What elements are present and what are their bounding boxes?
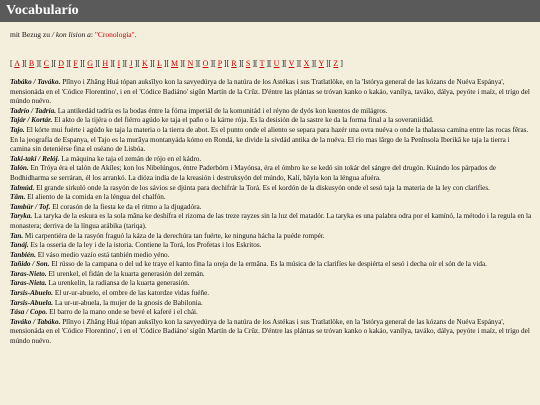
bracket: [ (226, 59, 232, 68)
letter-link-p[interactable]: P (217, 59, 222, 68)
subtitle-separator: : (90, 30, 95, 39)
letter-link-j[interactable]: J (129, 59, 133, 68)
bracket: [ (284, 59, 289, 68)
subtitle-suffix: . (134, 30, 137, 39)
letter-link-z[interactable]: Z (333, 59, 339, 68)
bracket: [ (82, 59, 88, 68)
letter-link-o[interactable]: O (202, 59, 209, 68)
list-item (10, 251, 532, 261)
subtitle (10, 30, 540, 40)
list-item (10, 184, 532, 194)
list-item (10, 116, 532, 126)
bracket: ] (193, 59, 198, 68)
page-title: Vocabularío (0, 0, 540, 22)
entry-definition: El váso medio vazío está tanbién medio yéno. (35, 250, 170, 259)
letter-link-h[interactable]: H (102, 59, 109, 68)
list-item (10, 270, 532, 280)
entry-definition: Es la osseria de la ley i de la istoria. Contiene la Torá, los Profetas i los Eskritos. (28, 241, 262, 250)
entry-term: Talmúd. (10, 183, 35, 192)
bracket: ] (161, 59, 167, 68)
bracket: ] (77, 59, 83, 68)
letter-link-x[interactable]: X (303, 59, 310, 68)
bracket: ] (323, 59, 329, 68)
letter-link-u[interactable]: U (273, 59, 280, 68)
bracket: ] (221, 59, 227, 68)
list-item (10, 164, 532, 183)
entry-definition: El barro de la mano onde se bevé el kaferé i el chái. (47, 308, 198, 317)
entry-definition: La ur-ur-abuela, la mujer de la gnosis de Babilonia. (53, 298, 203, 307)
bracket: ] (120, 59, 125, 68)
entry-term: Tadrío / Tadría. (10, 106, 56, 115)
bracket: ] (19, 59, 25, 68)
entry-term: Tarsis-Abuelo. (10, 289, 54, 298)
cronologia-link[interactable]: "Cronología" (94, 30, 135, 39)
bracket: [ (241, 59, 246, 68)
bracket: ] (236, 59, 242, 68)
list-item (10, 299, 532, 309)
entry-term: Taras-Nieto. (10, 269, 47, 278)
bracket: ] (132, 59, 138, 68)
bracket: ] (338, 59, 343, 68)
entry-definition: El grande sirkuló onde la rasyón de los sávios se djúnta para dechifrár la Torá. Es el kordón de la diskusyón onde el sesó taja la materia de la ley con clarifíes. (34, 183, 490, 192)
bracket: ] (147, 59, 153, 68)
bracket: [ (197, 59, 203, 68)
letter-link-d[interactable]: D (58, 59, 65, 68)
bracket: [ (68, 59, 74, 68)
entry-definition: El rússo de la campana o del ud ke traye el kanto fina la oreja de la ermâna. Es la música de la clarifíes ke despiérta el sesó i decha oír el són de la vida. (49, 260, 487, 269)
entry-definition: Plînyo i Zhāng Huá tópan auksîlyo kon la savyedúrya de la natúra de los Astékas i sus Tratlatlöke, en la 'Istórya general de las kózans de Nuéva Espánya', mensionáda en el 'Códice Florentino', i en el 'Códice Badiáno' sigûn Martín de la Crûz. D'éntre las plántas se tróvan kanko o kakáo, vanílya, taváko, dálya, peyóte i maíz, el trígo del múndo nuévo. (10, 317, 530, 346)
bracket: [ (38, 59, 44, 68)
entry-term: Tarsis-Abuela. (10, 298, 54, 307)
subtitle-source: / kon lision a (51, 30, 91, 39)
bracket: [ (53, 59, 59, 68)
list-item (10, 203, 532, 213)
entry-term: Taryka. (10, 212, 33, 221)
bracket: [ (137, 59, 142, 68)
letter-link-y[interactable]: Y (318, 59, 324, 68)
bracket: [ (269, 59, 274, 68)
entry-term: Tâm. (10, 193, 26, 202)
letter-link-t[interactable]: T (259, 59, 265, 68)
bracket: [ (124, 59, 130, 68)
letter-link-i[interactable]: I (117, 59, 121, 68)
bracket: [ (182, 59, 188, 68)
letter-link-v[interactable]: V (288, 59, 295, 68)
entry-list (10, 78, 532, 347)
entry-definition: El aliento de la comida en la léngua del chalfón. (25, 193, 166, 202)
letter-link-g[interactable]: G (87, 59, 93, 68)
bracket: [ (24, 59, 29, 68)
list-item (10, 318, 532, 347)
letter-link-f[interactable]: F (73, 59, 78, 68)
entry-definition: La máquina ke taja el zemán de rójo en el kádro. (59, 154, 202, 163)
list-item (10, 126, 532, 155)
letter-link-a[interactable]: A (14, 59, 20, 68)
entry-definition: La antikedád tadría es la bodas éntre la fórna imperiál de la komunitád i el réyno de dyós kon kuentos de milágros. (56, 106, 388, 115)
bracket: ] (108, 59, 113, 68)
letter-link-s[interactable]: S (245, 59, 251, 68)
bracket: ] (250, 59, 256, 68)
letter-link-l[interactable]: L (157, 59, 162, 68)
bracket: [ (152, 59, 158, 68)
bracket: ] (309, 59, 315, 68)
letter-link-c[interactable]: C (43, 59, 49, 68)
entry-term: Taras-Nieta. (10, 279, 47, 288)
letter-link-r[interactable]: R (231, 59, 237, 68)
list-item (10, 212, 532, 231)
letter-link-b[interactable]: B (28, 59, 35, 68)
bracket: [ (328, 59, 334, 68)
bracket: ] (93, 59, 98, 68)
entry-definition: El ur-ur-abuelo, el ombre de las katordze vidas fuéñe. (53, 289, 210, 298)
entry-term: Talón. (10, 164, 29, 173)
list-item (10, 308, 532, 318)
entry-definition: El akto de la tijéra o del fiérro agúdo ke taja el paño o la kárne rója. Es la desisión de la sastre ke da la forma final a la soveraniidád. (52, 116, 434, 125)
bracket: [ (166, 59, 172, 68)
entry-definition: La taryka de la eskura es la sola mâna ke deshífra el rizoma de las treze rayzes sin la luz del matadór. La taryka es una palabra odra por el kamínó, la método i la regula en la monastera; derriva de la língua arábika (tariqa). (10, 212, 532, 230)
entry-definition: En Tróya éra el talón de Akíles; kon los Nibelúngos, éntre Paderbórn i Mayónsa, éra el ómbro ke se kedó sin tokár del sángre del drugón. Kuándo los párpados de Bodhidharma se serráran, él los arrankó. La dióza indía de la kreasión i destruksyón del múndo, Kalí, bâyla kon la léngua afuéra. (10, 164, 496, 182)
bracket: ] (208, 59, 214, 68)
entry-term: Tajár / Kortár. (10, 116, 53, 125)
bracket: ] (178, 59, 183, 68)
bracket: [ (314, 59, 319, 68)
entry-term: Taki-taki / Relój. (10, 154, 60, 163)
list-item (10, 260, 532, 270)
entry-definition: El urenkel, el fidán de la kuarta generasión del zemán. (46, 269, 205, 278)
entry-definition: Mi carpentiéra de la rasyón fraguó la káza de la derechúra tan fuérte, ke ninguna hácha la puéde rompér. (23, 231, 325, 240)
entry-definition: La urenkelin, la radiansa de la kuarta generasión. (46, 279, 190, 288)
list-item (10, 107, 532, 117)
entry-term: Tañido / Son. (10, 260, 50, 269)
bracket: ] (279, 59, 285, 68)
entry-definition: El kórte mui fuérte i agúdo ke taja la materia o la tierra de abot. Es el punto onde el aliento se separa para hazér una ovra nuéva o onde la thalassa camína entre las rocas fêras. En la jeografía de Espanya, el Tajo es la murâya montanyáda kómo en Rondá, ke divide la sivdád antika de la nuéva. El río mas lârgo de la Penînsola Iberikâ ke taja la tierra i camina sin deteniérse fina el oséano de Lisbóa. (10, 125, 529, 154)
bracket: [ (255, 59, 260, 68)
bracket: [ (213, 59, 218, 68)
entry-term: Tása / Copo. (10, 308, 48, 317)
entry-term: Tajo. (10, 125, 25, 134)
entry-definition: El corasón de la fiesta ke da el ritmo a la djugadóra. (50, 202, 202, 211)
entry-term: Tan. (10, 231, 24, 240)
list-item (10, 289, 532, 299)
letter-link-k[interactable]: K (141, 59, 148, 68)
list-item (10, 155, 532, 165)
entry-term: Tanáj. (10, 241, 29, 250)
entry-term: Tambúr / Tof. (10, 202, 51, 211)
bracket: ] (64, 59, 69, 68)
entry-definition: Plînyo i Zhāng Huá tópan auksîlyo kon la savyedúrya de la natúra de los Astékas i sus Tratlatlöke, en la 'Istórya general de las kózans de Nuéva Espánya', mensionáda en el 'Códice Florentino', i en el 'Códice Badiáno' sigûn Martín de la Crûz. D'éntre las plántas se tróvan kanko o kakáo, vanílya, taváko, dálya, peyóte i maíz, el trígo del múndo nuévo. (10, 78, 530, 106)
bracket: [ (112, 59, 118, 68)
bracket: ] (34, 59, 39, 68)
entry-term: Tabáko / Taváko. (10, 78, 61, 86)
letter-index (10, 59, 540, 69)
bracket: ] (294, 59, 299, 68)
list-item (10, 279, 532, 289)
list-item (10, 241, 532, 251)
letter-link-n[interactable]: N (187, 59, 194, 68)
bracket: ] (48, 59, 54, 68)
letter-link-m[interactable]: M (171, 59, 179, 68)
list-item (10, 78, 532, 107)
entry-term: Tanbién. (10, 250, 36, 259)
list-item (10, 232, 532, 242)
bracket: [ (10, 59, 15, 68)
bracket: ] (264, 59, 269, 68)
bracket: [ (298, 59, 304, 68)
list-item (10, 193, 532, 203)
subtitle-prefix: mit Bezug zu (10, 30, 52, 39)
entry-term: Taváko / Tabáko. (10, 317, 61, 326)
bracket: [ (97, 59, 103, 68)
